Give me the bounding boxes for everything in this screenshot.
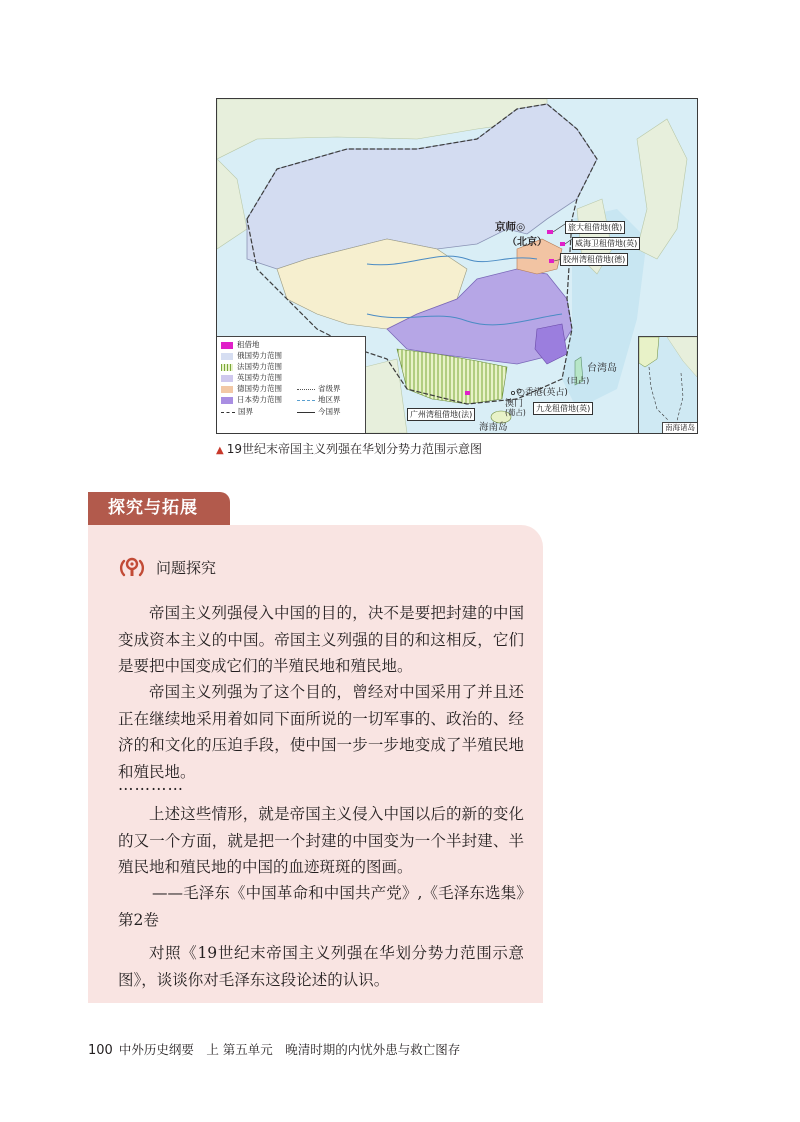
quote-paragraph-1: 帝国主义列强侵入中国的目的，决不是要把封建的中国变成资本主义的中国。帝国主义列强的目的和这相反，它们是要把中国变成它们的半殖民地和殖民地。 [118, 604, 524, 675]
page-footer [88, 1040, 460, 1058]
legend-item: 德国势力范围 [221, 384, 282, 394]
lease-label-kowloon: 九龙租借地(英) [533, 402, 593, 415]
legend-swatch-russia [221, 353, 233, 360]
hongkong-label: ○香港(英占) [517, 388, 568, 398]
question-title: 问题探究 [156, 559, 217, 577]
macau-note: (葡占) [505, 408, 526, 417]
lease-marker-weihaiwei [560, 242, 565, 246]
legend-item: 租借地 [221, 340, 260, 350]
ryukyu-note: (日占) [567, 376, 590, 385]
lease-marker-lushun [547, 230, 553, 234]
taiwan-label: 台湾岛 [587, 363, 617, 374]
legend-swatch-france [221, 364, 233, 371]
legend-swatch-lease [221, 342, 233, 349]
legend-line-item: 地区界 [297, 395, 341, 405]
japan [637, 119, 687, 259]
question-explore-icon [118, 553, 146, 581]
quote-paragraph-2: 帝国主义列强为了这个目的，曾经对中国采用了并且还正在继续地采用着如同下面所说的一切军事的、政治的、经济的和文化的压迫手段，使中国一步一步地变成了半殖民地和殖民地。 [118, 683, 524, 781]
triangle-icon: ▲ [216, 445, 224, 456]
quote-ellipsis: ………… [118, 776, 184, 794]
quote-paragraph-3: 上述这些情形，就是帝国主义侵入中国以后的新的变化的又一个方面，就是把一个封建的中国变为一个半封建、半殖民地和殖民地的中国的血迹斑斑的图画。 [118, 805, 524, 876]
inset-label: 南海诸岛 [662, 422, 697, 433]
legend-item: 英国势力范围 [221, 373, 282, 383]
legend-swatch-germany [221, 386, 233, 393]
south-china-sea-inset [638, 336, 697, 433]
lease-label-weihaiwei: 威海卫租借地(英) [572, 237, 640, 250]
book-title: 中外历史纲要 上 第五单元 晚清时期的内忧外患与救亡图存 [118, 1042, 461, 1057]
lease-label-jiaozhou: 胶州湾租借地(德) [560, 253, 628, 266]
lease-label-guangzhouwan: 广州湾租借地(法) [407, 408, 475, 421]
hainan-label: 海南岛 [479, 422, 508, 433]
lease-marker-jiaozhou [549, 259, 554, 263]
lease-marker-guangzhouwan [465, 391, 470, 395]
capital-label: 京师◎ [495, 221, 526, 233]
section-tab: 探究与拓展 [88, 492, 230, 525]
map-legend [217, 336, 366, 433]
legend-swatch-japan [221, 397, 233, 404]
capital-alt-label: （北京） [507, 237, 547, 248]
task-prompt: 对照《19世纪末帝国主义列强在华划分势力范围示意图》，谈谈你对毛泽东这段论述的认识。 [118, 944, 524, 989]
quote-attribution: ——毛泽东《中国革命和中国共产党》,《毛泽东选集》第2卷 [118, 884, 524, 929]
neighbor-land-west [217, 159, 247, 249]
lease-label-lushun: 旅大租借地(俄) [565, 221, 625, 234]
legend-line-item: 省级界 [297, 384, 341, 394]
legend-item: 俄国势力范围 [221, 351, 282, 361]
legend-item: 日本势力范围 [221, 395, 282, 405]
sphere-of-influence-map [216, 98, 698, 434]
legend-line-national [221, 412, 235, 413]
macau-label: 澳门 [505, 399, 524, 409]
legend-item: 国界 [221, 407, 253, 417]
legend-swatch-britain [221, 375, 233, 382]
legend-item: 法国势力范围 [221, 362, 282, 372]
map-caption: ▲ 19世纪末帝国主义列强在华划分势力范围示意图 [216, 442, 482, 456]
page-number: 100 [88, 1043, 113, 1058]
legend-line-item: 今国界 [297, 407, 341, 417]
